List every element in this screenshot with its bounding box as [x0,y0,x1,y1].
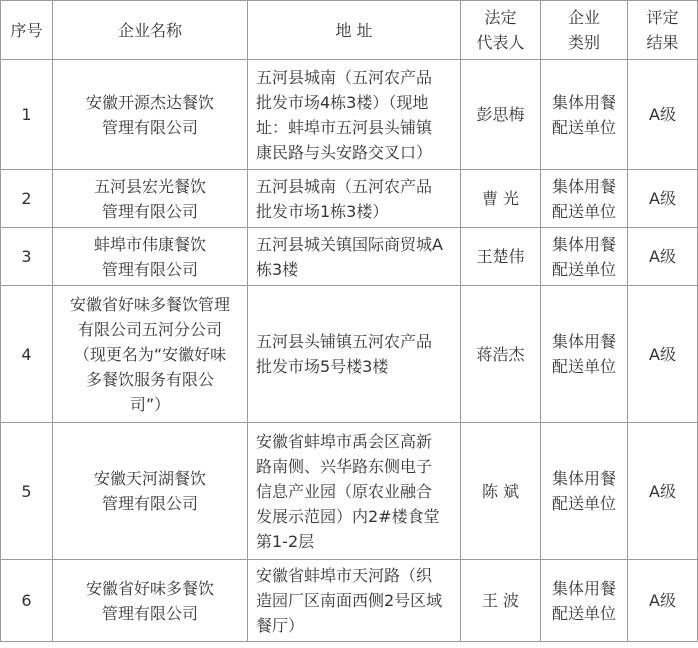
text-line: 集体用餐 [551,469,616,488]
header-result [628,1,698,60]
text-line: （现更名为“安徽好味 [73,344,227,364]
header-category [541,1,628,60]
cell-result: A级 [628,170,698,228]
text-line: 五河县城南（五河农产品 [256,176,433,196]
cell-company-name [53,423,248,560]
cell-representative: 王 波 [461,560,541,642]
text-line: 配送单位 [551,494,616,513]
cell-company-name [53,60,248,170]
text-line: 配送单位 [551,259,616,279]
text-line: 造园厂区南面西侧2号区域 [256,591,443,610]
text-line: 五河县头铺镇五河农产品 [256,332,433,351]
text-line: 配送单位 [551,603,616,623]
header-row [1,1,698,60]
cell-address [248,228,461,286]
header-text: 企业 [567,8,600,27]
text-line: 安徽省蚌埠市禹会区高新 [256,431,433,451]
cell-representative: 曹 光 [461,170,541,228]
cell-address [248,423,461,560]
header-text: 类别 [567,33,600,52]
header-text: 结果 [646,33,679,52]
text-line: 安徽省蚌埠市天河路（织 [256,566,433,585]
text-line: 餐厅） [256,616,305,635]
cell-category [541,170,628,228]
text-line: 集体用餐 [551,234,616,254]
text-line: 第1-2层 [256,531,315,551]
cell-category [541,423,628,560]
text-line: 有限公司五河分公司 [77,319,222,339]
text-line: 集体用餐 [551,176,616,196]
cell-representative: 蒋浩杰 [461,286,541,423]
text-line: 管理有限公司 [101,259,198,279]
cell-index: 1 [1,60,53,170]
text-line: 栋3楼 [256,259,299,279]
text-line: 管理有限公司 [101,117,198,137]
text-line: 管理有限公司 [101,201,198,221]
text-line: 蚌埠市伟康餐饮 [93,234,206,254]
cell-address [248,560,461,642]
header-name: 企业名称 [53,1,248,60]
table-row [1,560,698,642]
text-line: 配送单位 [551,201,616,221]
cell-category [541,560,628,642]
table-row [1,423,698,560]
table-row [1,286,698,423]
text-line: 批发市场4栋3楼）（现地 [256,92,429,112]
text-line: 址：蚌埠市五河县头铺镇 [256,117,433,137]
text-line: 配送单位 [551,357,616,376]
header-address: 地 址 [248,1,461,60]
text-line: 司”） [129,394,171,414]
cell-result: A级 [628,286,698,423]
text-line: 五河县城关镇国际商贸城A [256,234,443,254]
text-line: 多餐饮服务有限公 [85,369,214,389]
text-line: 发展示范园）内2#楼食堂 [256,506,440,526]
text-line: 集体用餐 [551,332,616,351]
text-line: 路南侧、兴华路东侧电子 [256,456,433,476]
header-representative [461,1,541,60]
cell-company-name [53,286,248,423]
cell-company-name [53,170,248,228]
text-line: 集体用餐 [551,578,616,598]
cell-address [248,170,461,228]
text-line: 安徽天河湖餐饮 [93,469,206,488]
header-text: 评定 [646,8,679,27]
header-text: 代表人 [476,33,525,52]
text-line: 安徽省好味多餐饮 [85,578,214,598]
cell-result: A级 [628,423,698,560]
cell-category [541,228,628,286]
cell-representative: 王楚伟 [461,228,541,286]
text-line: 五河县城南（五河农产品 [256,67,433,87]
cell-category [541,286,628,423]
text-line: 信息产业园（原农业融合 [256,481,433,501]
cell-company-name [53,228,248,286]
cell-category [541,60,628,170]
cell-index: 3 [1,228,53,286]
cell-company-name [53,560,248,642]
text-line: 管理有限公司 [101,603,198,623]
header-index: 序号 [1,1,53,60]
text-line: 康民路与头安路交叉口） [256,142,433,162]
text-line: 管理有限公司 [101,494,198,513]
text-line: 安徽省好味多餐饮管理 [69,294,230,314]
cell-address [248,60,461,170]
text-line: 五河县宏光餐饮 [93,176,206,196]
table-row [1,60,698,170]
text-line: 安徽开源杰达餐饮 [85,92,214,112]
cell-index: 2 [1,170,53,228]
table-row [1,228,698,286]
cell-result: A级 [628,60,698,170]
cell-index: 4 [1,286,53,423]
cell-representative: 陈 斌 [461,423,541,560]
cell-result: A级 [628,228,698,286]
cell-index: 6 [1,560,53,642]
cell-result: A级 [628,560,698,642]
text-line: 批发市场5号楼3楼 [256,357,389,376]
cell-address [248,286,461,423]
cell-index: 5 [1,423,53,560]
text-line: 批发市场1栋3楼） [256,201,389,221]
table-row [1,170,698,228]
header-text: 法定 [484,8,517,27]
cell-representative: 彭思梅 [461,60,541,170]
text-line: 配送单位 [551,117,616,137]
text-line: 集体用餐 [551,92,616,112]
